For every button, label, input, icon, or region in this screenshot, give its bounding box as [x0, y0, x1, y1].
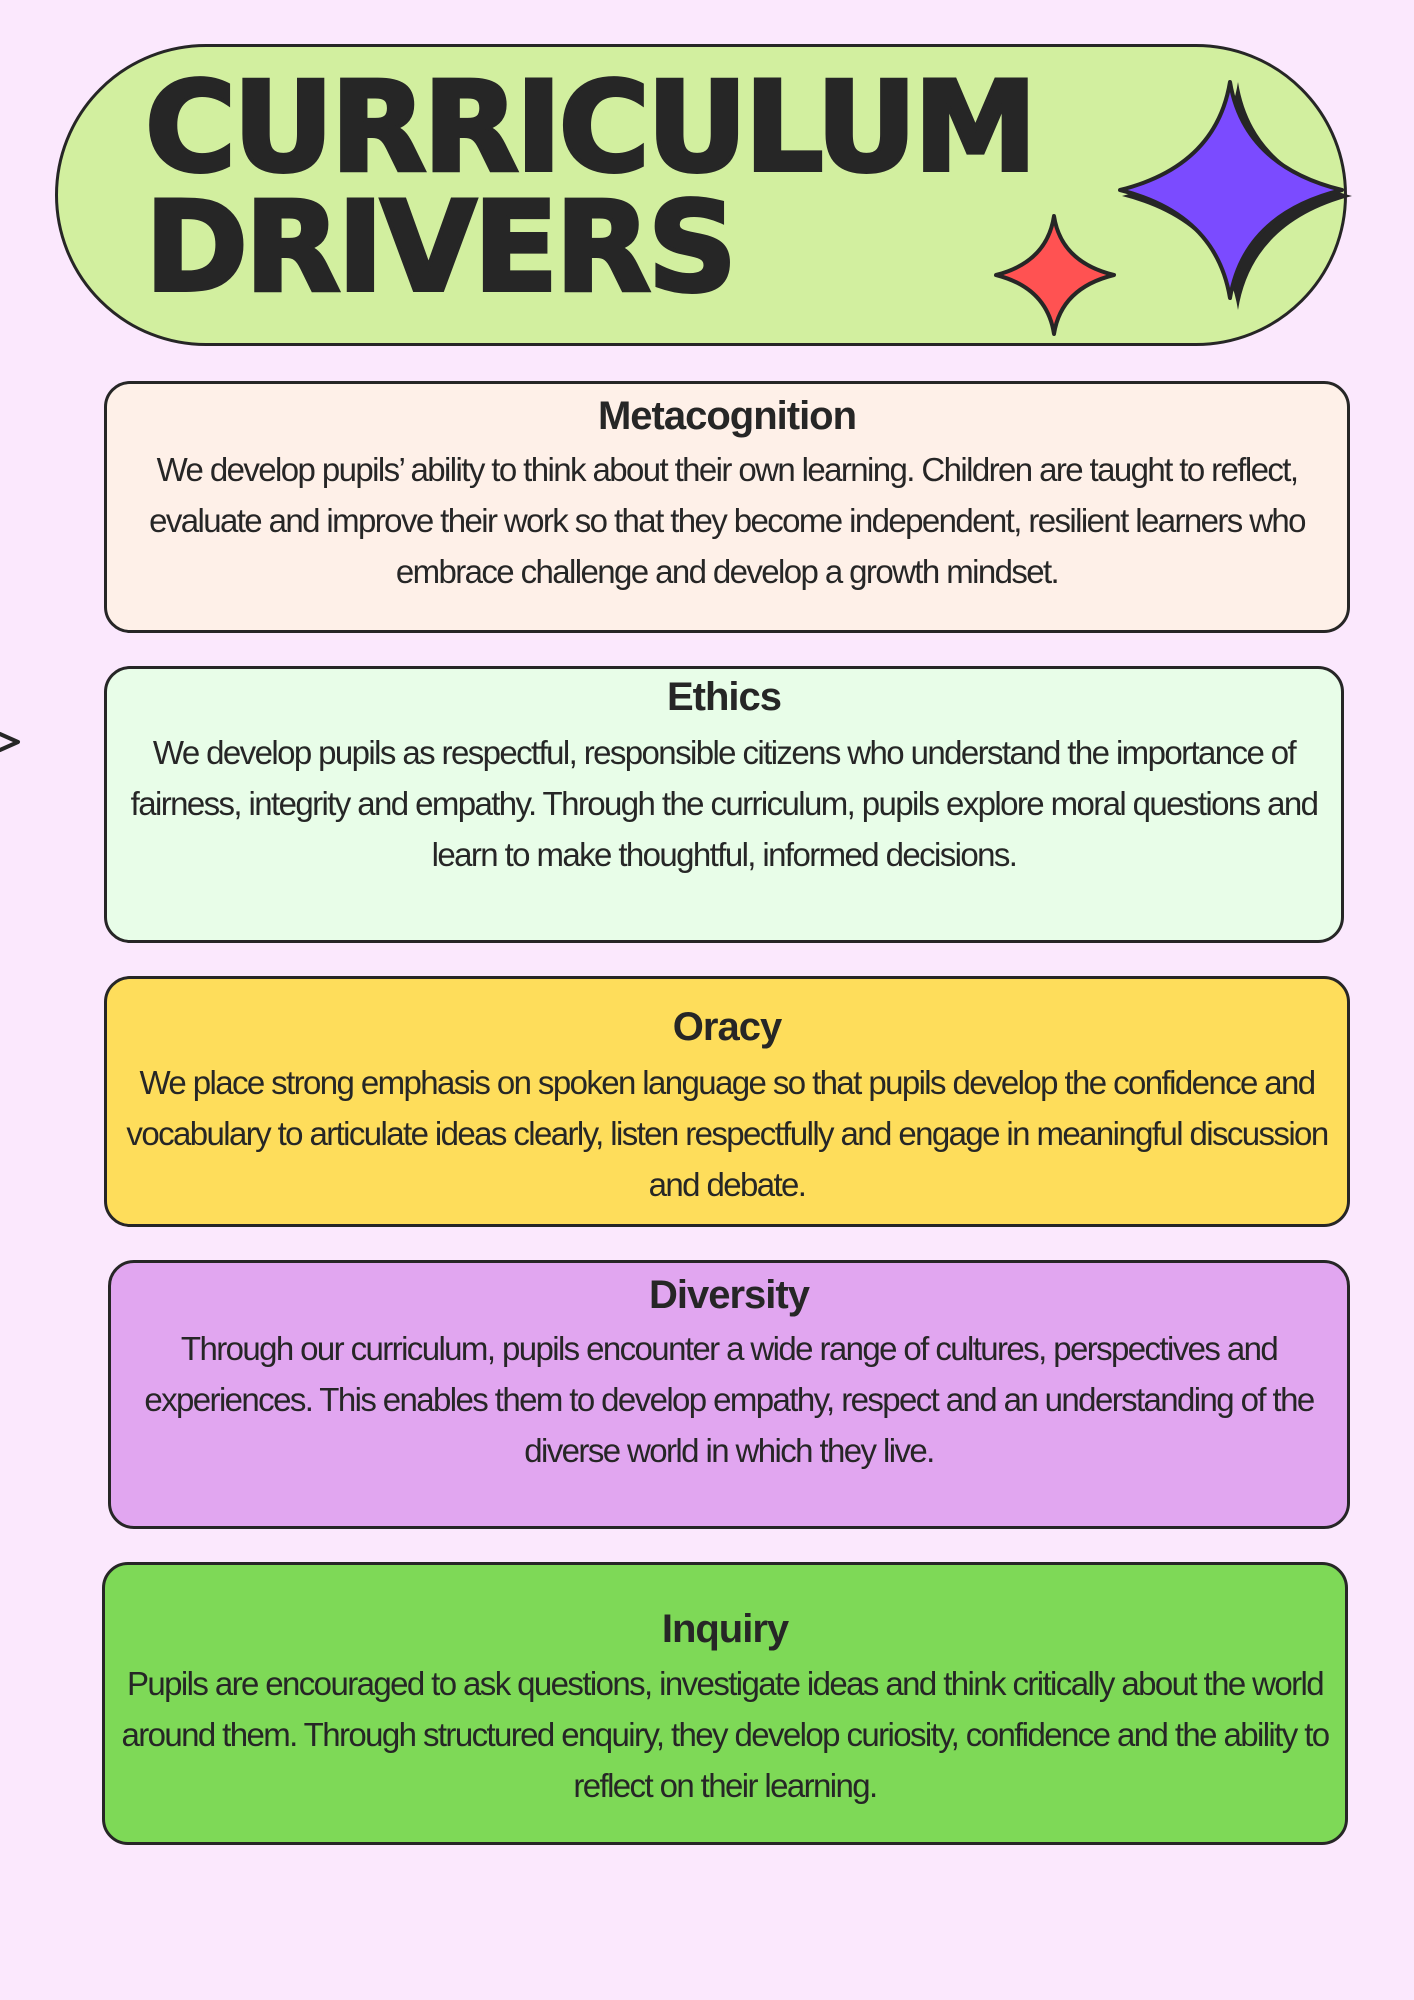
driver-title: Ethics [666, 675, 782, 719]
arrow-right-icon [0, 730, 22, 754]
driver-title: Inquiry [661, 1607, 789, 1651]
driver-card-ethics [104, 666, 1344, 943]
page-title-line-2: DRIVERS [145, 176, 735, 320]
driver-description: We develop pupils’ ability to think about their own learning. Children are taught to reflect, evaluate and improve their work so that they become independent, resilient learners who embrace challenge and develop a growth mindset. [149, 451, 1305, 590]
driver-description: We place strong emphasis on spoken language so that pupils develop the confidence and vocabulary to articulate ideas clearly, listen respectfully and engage in meaningful discussion and debate. [126, 1064, 1328, 1203]
driver-card-inquiry [102, 1562, 1348, 1845]
sparkle-star-red-icon [992, 212, 1118, 338]
sparkle-star-purple-icon [1118, 78, 1356, 316]
driver-title: Oracy [672, 1005, 782, 1049]
page-title [145, 56, 1035, 320]
driver-card-diversity [108, 1260, 1350, 1529]
driver-title: Diversity [649, 1273, 809, 1317]
driver-description: Pupils are encouraged to ask questions, investigate ideas and think critically about the world around them. Through structured enquiry, they develop curiosity, confidence and the ability to reflect on their learning. [121, 1665, 1329, 1804]
driver-title: Metacognition [597, 394, 857, 438]
driver-description: Through our curriculum, pupils encounter a wide range of cultures, perspectives and experiences. This enables them to develop empathy, respect and an understanding of the diverse world in which they live. [144, 1330, 1314, 1469]
driver-description: We develop pupils as respectful, responsible citizens who understand the importance of fairness, integrity and empathy. Through the curriculum, pupils explore moral questions and learn to make thoughtful, informed decisions. [130, 734, 1318, 873]
driver-card-oracy [104, 976, 1350, 1227]
page-title-line-1: CURRICULUM [145, 56, 1035, 200]
driver-card-metacognition [104, 381, 1350, 633]
